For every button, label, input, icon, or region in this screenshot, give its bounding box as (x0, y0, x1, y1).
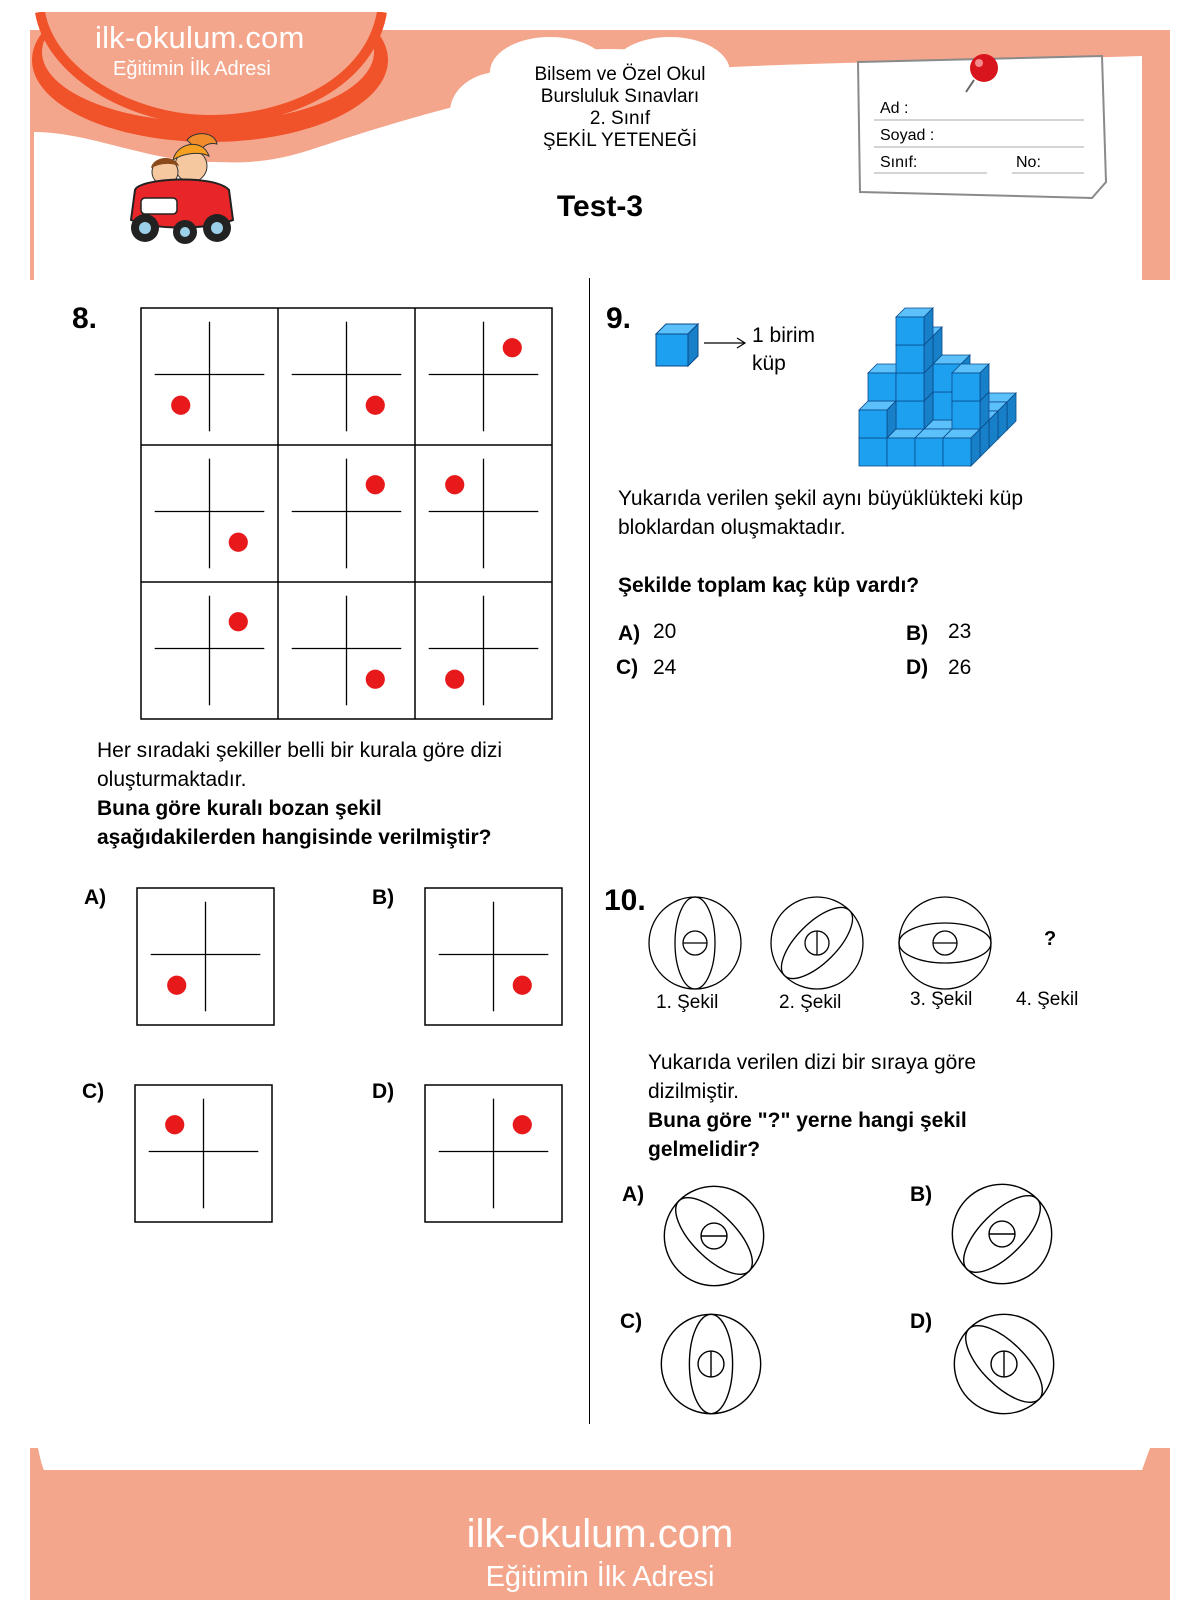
q8-option-a-letter: A) (84, 886, 107, 909)
prompt-line: gelmelidir? (648, 1138, 761, 1161)
prompt-line: aşağıdakilerden hangisinde verilmiştir? (97, 826, 492, 849)
unit-cube (952, 364, 989, 401)
unit-cube (859, 401, 896, 438)
label-line: küp (752, 352, 786, 375)
grid-dot (503, 338, 522, 357)
cloud-line: 2. Sınıf (589, 108, 651, 129)
grid-dot (229, 533, 248, 552)
q10-option-b-letter: B) (910, 1183, 933, 1206)
header-logo-subtitle: Eğitimin İlk Adresi (113, 58, 271, 80)
sequence-figure-2 (767, 893, 867, 993)
grid-dot (445, 475, 464, 494)
q8-option-c-figure[interactable] (134, 1084, 274, 1224)
question-9-prompt: Şekilde toplam kaç küp vardı? (618, 574, 920, 597)
cartoon-car-illustration (125, 130, 237, 248)
question-10-number: 10. (604, 884, 646, 917)
question-10-prompt (648, 1106, 967, 1164)
text-line: dizilmiştir. (648, 1080, 740, 1103)
footer-logo-title: ilk-okulum.com (466, 1512, 734, 1556)
arrow-right-icon (704, 336, 748, 350)
q8-option-d-letter: D) (372, 1080, 395, 1103)
q10-option-d-figure[interactable] (950, 1310, 1058, 1418)
q10-option-b-figure[interactable] (948, 1180, 1056, 1288)
pushpin-icon (960, 50, 1004, 96)
label-line: 1 birim (752, 324, 816, 347)
header-cloud-text (470, 64, 770, 152)
q8-option-c-letter: C) (82, 1080, 105, 1103)
q9-option-a-value[interactable]: 20 (653, 620, 677, 643)
sequence-figure-3 (895, 893, 995, 993)
question-9-text (618, 484, 1023, 542)
form-label-sinif: Sınıf: (880, 154, 918, 171)
test-title: Test-3 (556, 190, 644, 223)
q9-option-c-letter: C) (616, 656, 639, 679)
text-line: Yukarıda verilen dizi bir sıraya göre (648, 1051, 976, 1074)
question-8-text (97, 736, 502, 794)
q10-option-a-figure[interactable] (660, 1182, 768, 1290)
figure-label-2: 2. Şekil (779, 992, 842, 1013)
footer-logo-subtitle: Eğitimin İlk Adresi (485, 1561, 715, 1593)
figure-label-3: 3. Şekil (910, 989, 973, 1010)
option-dot (513, 1115, 532, 1134)
form-label-ad: Ad : (880, 100, 909, 117)
text-line: Yukarıda verilen şekil aynı büyüklükteki küp (618, 487, 1024, 510)
grid-dot (229, 612, 248, 631)
unit-cube (943, 429, 980, 466)
header-logo-title: ilk-okulum.com (95, 20, 305, 55)
figure-label-1: 1. Şekil (656, 992, 719, 1013)
q9-option-b-letter: B) (906, 622, 929, 645)
q8-option-b-letter: B) (372, 886, 395, 909)
q8-option-d-figure[interactable] (424, 1084, 564, 1224)
unit-cube-icon (654, 322, 700, 368)
grid-dot (445, 670, 464, 689)
q10-option-c-figure[interactable] (657, 1310, 765, 1418)
question-8-prompt (97, 794, 491, 852)
q8-option-a-figure[interactable] (136, 887, 276, 1027)
q9-option-d-value[interactable]: 26 (948, 656, 972, 679)
q10-option-c-letter: C) (620, 1310, 643, 1333)
unit-cube (896, 308, 933, 345)
question-8-number: 8. (72, 302, 98, 335)
text-line: Her sıradaki şekiller belli bir kurala göre dizi (97, 739, 502, 762)
cloud-line: ŞEKİL YETENEĞİ (542, 130, 698, 151)
prompt-line: Buna göre "?" yerne hangi şekil (648, 1109, 967, 1132)
option-dot (167, 976, 186, 995)
q8-option-b-figure[interactable] (424, 887, 564, 1027)
prompt-line: Buna göre kuralı bozan şekil (97, 797, 382, 820)
text-line: oluşturmaktadır. (97, 768, 247, 791)
question-9-number: 9. (606, 302, 632, 335)
option-dot (165, 1115, 184, 1134)
cloud-line: Bilsem ve Özel Okul (534, 64, 706, 85)
column-divider (589, 278, 590, 1424)
option-dot (513, 976, 532, 995)
q9-option-a-letter: A) (618, 622, 641, 645)
q10-option-a-letter: A) (622, 1183, 645, 1206)
grid-dot (366, 475, 385, 494)
figure-label-4: 4. Şekil (1016, 989, 1079, 1010)
unknown-figure-mark: ? (1044, 928, 1057, 950)
question-10-text (648, 1048, 976, 1106)
cube-stack-figure (855, 296, 1037, 470)
q10-option-d-letter: D) (910, 1310, 933, 1333)
question-8-grid (140, 307, 556, 722)
form-label-no: No: (1016, 154, 1041, 171)
form-label-soyad: Soyad : (880, 127, 935, 144)
cloud-line: Bursluluk Sınavları (540, 86, 700, 107)
unit-cube-label (752, 322, 815, 378)
q9-option-b-value[interactable]: 23 (948, 620, 972, 643)
text-line: bloklardan oluşmaktadır. (618, 516, 846, 539)
sequence-figure-1 (645, 893, 745, 993)
q9-option-d-letter: D) (906, 656, 929, 679)
grid-dot (366, 670, 385, 689)
grid-dot (171, 396, 190, 415)
q9-option-c-value[interactable]: 24 (653, 656, 677, 679)
grid-dot (366, 396, 385, 415)
